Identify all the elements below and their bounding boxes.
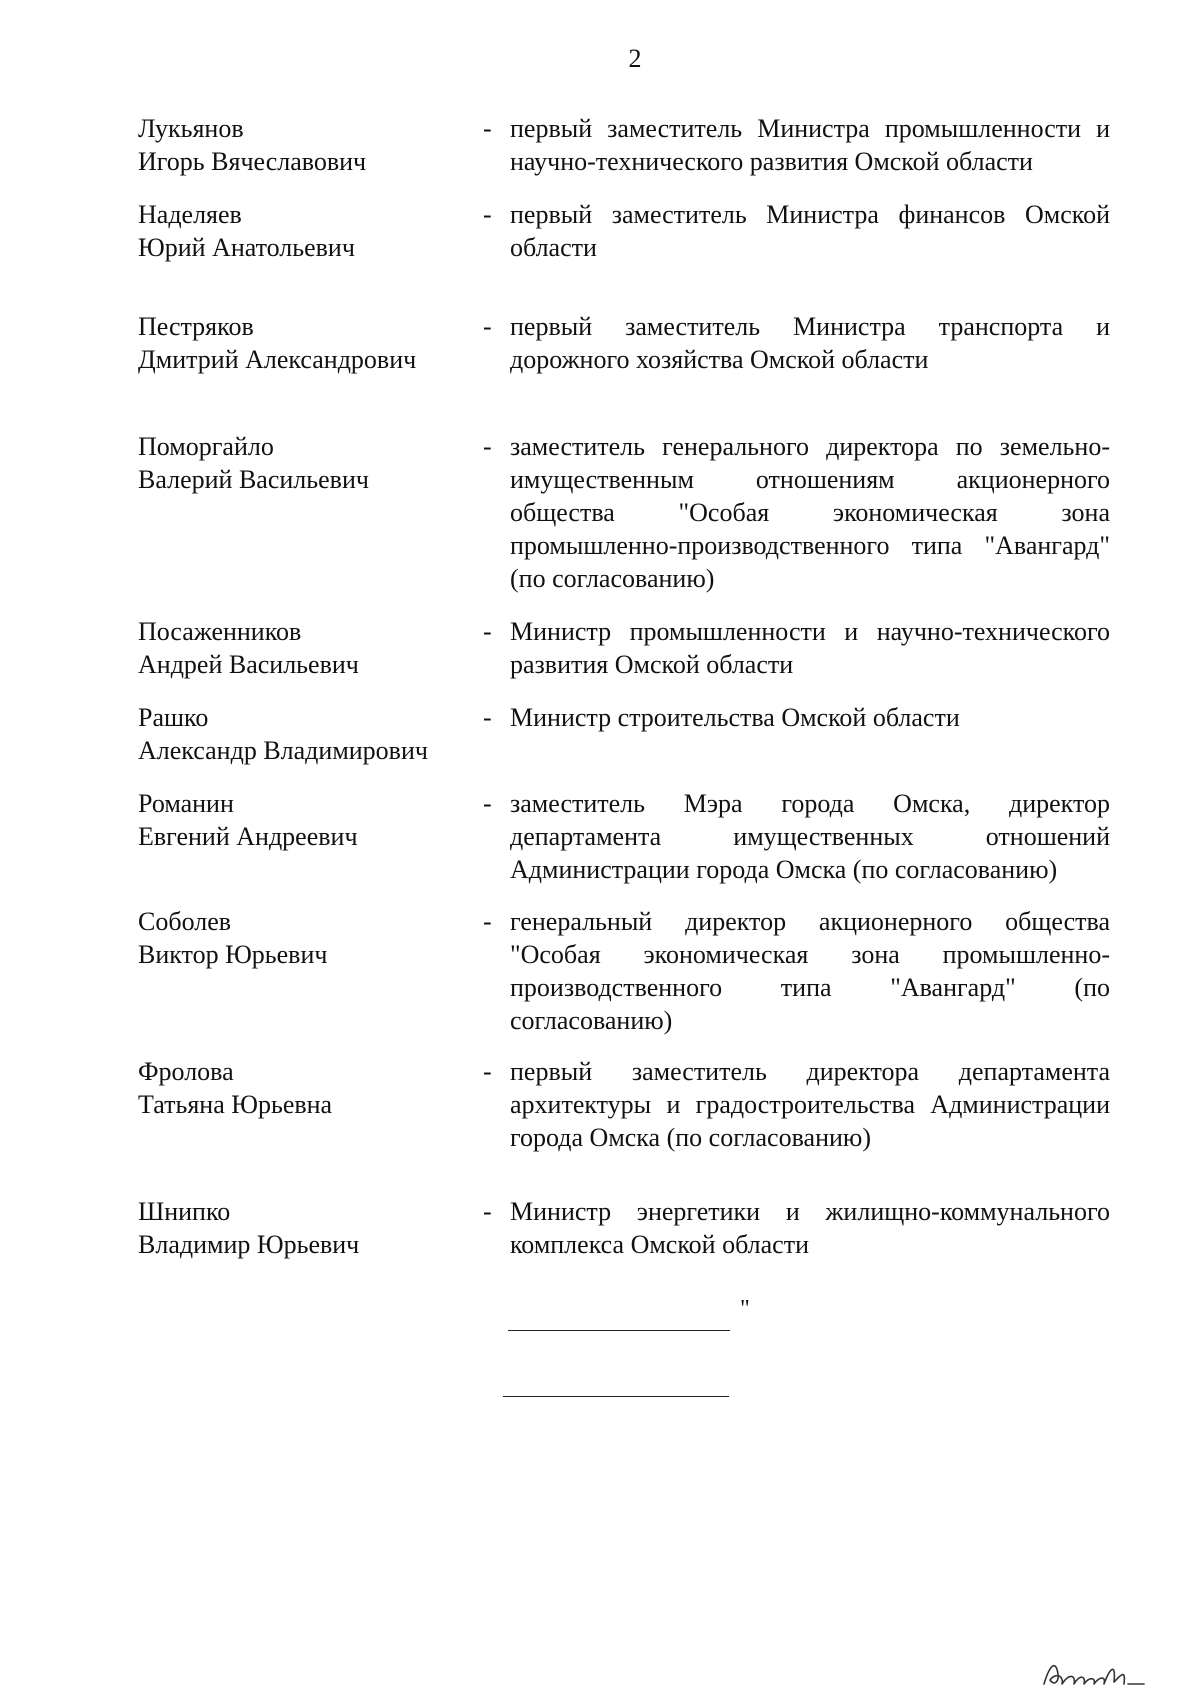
name-patronymic: Татьяна Юрьевна — [138, 1090, 333, 1119]
position-description: заместитель генерального директора по земельно-имущественным отношениям акционерного общества "Особая экономическая зона промышленно-производственного типа "Авангард" (по согласованию) — [510, 432, 1110, 593]
entry-dash: - — [483, 703, 492, 732]
entry-dash: - — [483, 1057, 492, 1086]
entry-dash: - — [483, 114, 492, 143]
name-patronymic: Владимир Юрьевич — [138, 1230, 360, 1259]
name-patronymic: Игорь Вячеславович — [138, 147, 367, 176]
closing-line — [508, 1330, 730, 1331]
position-description: Министр энергетики и жилищно-коммунального комплекса Омской области — [510, 1197, 1110, 1259]
person-name — [138, 1055, 478, 1121]
name-patronymic: Юрий Анатольевич — [138, 233, 355, 262]
surname: Посаженников — [138, 617, 302, 646]
person-name — [138, 787, 478, 853]
position-description: Министр строительства Омской области — [510, 703, 960, 732]
person-name — [138, 198, 478, 264]
surname: Шнипко — [138, 1197, 231, 1226]
handwritten-signature — [1040, 1654, 1150, 1692]
person-name — [138, 430, 478, 496]
name-patronymic: Валерий Васильевич — [138, 465, 369, 494]
entry-dash: - — [483, 617, 492, 646]
name-patronymic: Александр Владимирович — [138, 736, 428, 765]
person-name — [138, 615, 478, 681]
surname: Лукьянов — [138, 114, 244, 143]
surname: Наделяев — [138, 200, 242, 229]
page-number: 2 — [628, 44, 642, 73]
person-name — [138, 1195, 478, 1261]
entry-dash: - — [483, 1197, 492, 1226]
person-name — [138, 310, 478, 376]
entry-dash: - — [483, 312, 492, 341]
name-patronymic: Виктор Юрьевич — [138, 940, 328, 969]
surname: Поморгайло — [138, 432, 274, 461]
person-name — [138, 701, 478, 767]
surname: Фролова — [138, 1057, 234, 1086]
person-name — [138, 905, 478, 971]
position-description: заместитель Мэра города Омска, директор департамента имущественных отношений Администрации города Омска (по согласованию) — [510, 789, 1110, 884]
surname: Соболев — [138, 907, 232, 936]
position-description: первый заместитель Министра промышленности и научно-технического развития Омской области — [510, 114, 1110, 176]
name-patronymic: Дмитрий Александрович — [138, 345, 417, 374]
closing-quote-mark: " — [740, 1296, 750, 1322]
entry-dash: - — [483, 789, 492, 818]
entry-dash: - — [483, 200, 492, 229]
entry-dash: - — [483, 907, 492, 936]
person-name — [138, 112, 478, 178]
name-patronymic: Андрей Васильевич — [138, 650, 359, 679]
position-description: первый заместитель Министра финансов Омской области — [510, 200, 1110, 262]
surname: Пестряков — [138, 312, 254, 341]
name-patronymic: Евгений Андреевич — [138, 822, 358, 851]
position-description: генеральный директор акционерного общества "Особая экономическая зона промышленно-производственного типа "Авангард" (по согласованию) — [510, 907, 1110, 1035]
closing-line-secondary — [503, 1396, 729, 1397]
surname: Романин — [138, 789, 234, 818]
position-description: Министр промышленности и научно-технического развития Омской области — [510, 617, 1110, 679]
entry-dash: - — [483, 432, 492, 461]
surname: Рашко — [138, 703, 209, 732]
position-description: первый заместитель Министра транспорта и дорожного хозяйства Омской области — [510, 312, 1110, 374]
position-description: первый заместитель директора департамента архитектуры и градостроительства Администрации города Омска (по согласованию) — [510, 1057, 1110, 1152]
